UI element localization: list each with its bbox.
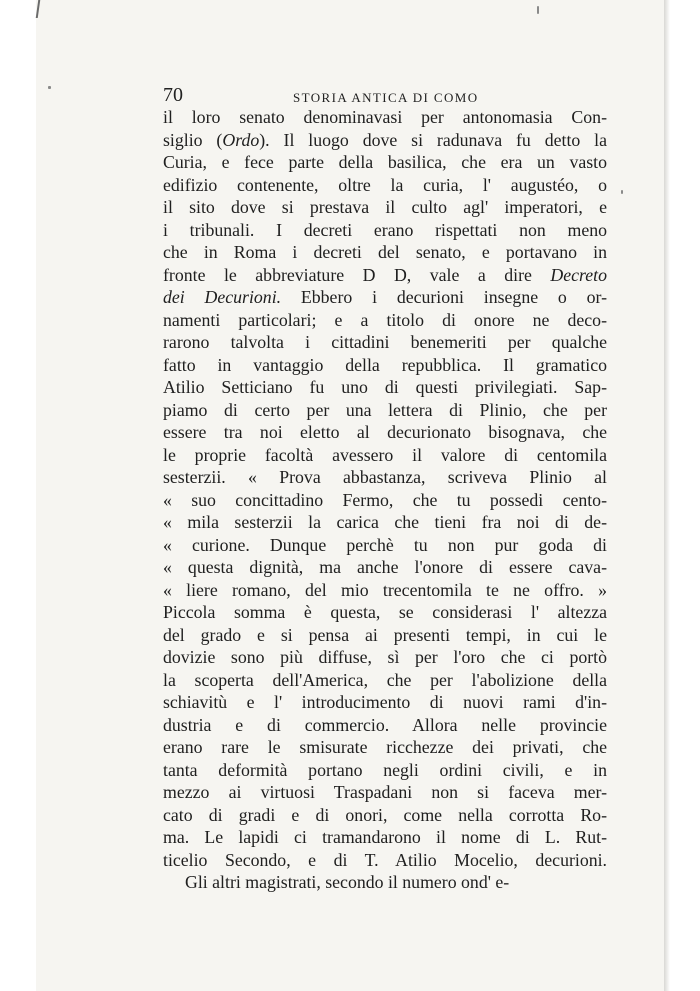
text-line: rarono talvolta i cittadini benemeriti per qualche bbox=[163, 332, 607, 352]
text-line: schiavitù e l' introducimento di nuovi rami d'in- bbox=[163, 692, 607, 712]
page-number: 70 bbox=[163, 84, 183, 106]
scan-speck bbox=[48, 86, 51, 89]
scan-speck bbox=[537, 6, 539, 14]
text-line: del grado e si pensa ai presenti tempi, in cui le bbox=[163, 624, 607, 645]
text-line: dei Decurioni. Ebbero i decurioni insegne o or- bbox=[163, 287, 607, 307]
text-line: i tribunali. I decreti erano rispettati non meno bbox=[163, 219, 607, 240]
text-line: il loro senato denominavasi per antonomasia Con- bbox=[163, 107, 607, 127]
text-line: il sito dove si prestava il culto agl' imperatori, e bbox=[163, 197, 607, 217]
text-line: ticelio Secondo, e di T. Atilio Mocelio, decurioni. bbox=[163, 849, 607, 870]
text-line: essere tra noi eletto al decurionato bisognava, che bbox=[163, 422, 607, 442]
text-line: dovizie sono più diffuse, sì per l'oro che ci portò bbox=[163, 647, 607, 667]
text-line: ma. Le lapidi ci tramandarono il nome di L. Rut- bbox=[163, 827, 607, 847]
running-title: STORIA ANTICA DI COMO bbox=[293, 90, 479, 105]
text-line: edifizio contenente, oltre la curia, l' augustéo, o bbox=[163, 174, 607, 195]
text-line: « curione. Dunque perchè tu non pur goda di bbox=[163, 534, 607, 555]
text-line: fronte le abbreviature D D, vale a dire Decreto bbox=[163, 264, 607, 285]
text-line: erano rare le smisurate ricchezze dei privati, che bbox=[163, 737, 607, 757]
text-line: tanta deformità portano negli ordini civili, e in bbox=[163, 759, 607, 780]
scan-speck bbox=[621, 190, 623, 194]
text-line: « suo concittadino Fermo, che tu possedi cento- bbox=[163, 489, 607, 510]
text-line: mezzo ai virtuosi Traspadani non si faceva mer- bbox=[163, 782, 607, 802]
text-line: Atilio Setticiano fu uno di questi privilegiati. Sap- bbox=[163, 377, 607, 397]
text-line: fatto in vantaggio della repubblica. Il gramatico bbox=[163, 354, 607, 375]
text-line: piamo di certo per una lettera di Plinio, che per bbox=[163, 399, 607, 420]
text-line: namenti particolari; e a titolo di onore ne deco- bbox=[163, 309, 607, 330]
body-text bbox=[163, 106, 607, 894]
text-line: cato di gradi e di onori, come nella corrotta Ro- bbox=[163, 804, 607, 825]
text-line: che in Roma i decreti del senato, e portavano in bbox=[163, 242, 607, 262]
text-line: la scoperta dell'America, che per l'abolizione della bbox=[163, 669, 607, 690]
text-line: le proprie facoltà avessero il valore di centomila bbox=[163, 444, 607, 465]
text-line: « liere romano, del mio trecentomila te ne offro. » bbox=[163, 579, 607, 600]
text-line: « questa dignità, ma anche l'onore di essere cava- bbox=[163, 557, 607, 577]
text-line: Curia, e fece parte della basilica, che era un vasto bbox=[163, 152, 607, 172]
text-line: Piccola somma è questa, se considerasi l' altezza bbox=[163, 602, 607, 622]
text-line: dustria e di commercio. Allora nelle provincie bbox=[163, 714, 607, 735]
text-line: siglio (Ordo). Il luogo dove si radunava fu detto la bbox=[163, 129, 607, 150]
text-line: Gli altri magistrati, secondo il numero ond' e- bbox=[185, 872, 510, 892]
page-edge bbox=[664, 0, 670, 991]
text-line: « mila sesterzii la carica che tieni fra noi di de- bbox=[163, 512, 607, 532]
text-line: sesterzii. « Prova abbastanza, scriveva Plinio al bbox=[163, 467, 607, 487]
